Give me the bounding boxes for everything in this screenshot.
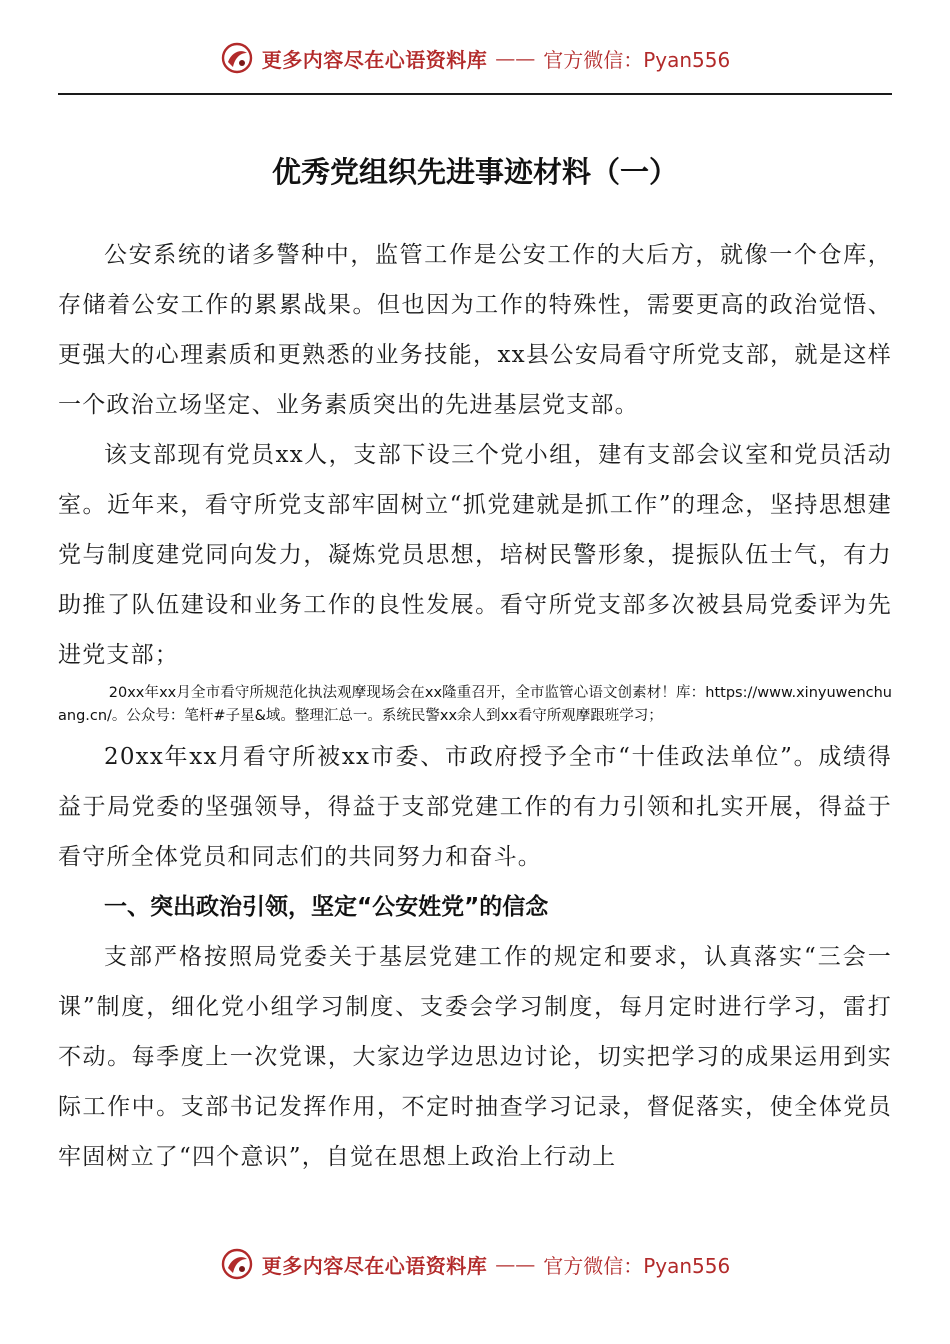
header-banner-text: 更多内容尽在心语资料库 [261,47,488,72]
footer-logo-icon [220,1247,254,1281]
footer-banner-wechat: 官方微信：Pyan556 [543,1253,731,1278]
document-body [58,230,892,1182]
small-note: 20xx年xx月全市看守所规范化执法观摩现场会在xx隆重召开，全市监管心语文创素材！库：https://www.xinyuwenchuang.cn/。公众号：笔杆#子星&域。整理汇总一。系统民警xx余人到xx看守所观摩跟班学习； [58,685,892,724]
header-divider [58,93,892,95]
paragraph-2: 该支部现有党员xx人，支部下设三个党小组，建有支部会议室和党员活动室。近年来，看守所党支部牢固树立“抓党建就是抓工作”的理念，坚持思想建党与制度建党同向发力，凝炼党员思想，培树民警形象，提振队伍士气，有力助推了队伍建设和业务工作的良性发展。看守所党支部多次被县局党委评为先进党支部； [58,442,892,668]
section-heading-1: 一、突出政治引领，坚定“公安姓党”的信念 [104,894,549,920]
header-banner-separator: —— [495,46,536,70]
footer-banner [0,1244,950,1284]
paragraph-4: 支部严格按照局党委关于基层党建工作的规定和要求，认真落实“三会一课”制度，细化党小组学习制度、支委会学习制度，每月定时进行学习，雷打不动。每季度上一次党课，大家边学边思边讨论，切实把学习的成果运用到实际工作中。支部书记发挥作用，不定时抽查学习记录，督促落实，使全体党员牢固树立了“四个意识”，自觉在思想上政治上行动上 [58,944,892,1170]
document-title: 优秀党组织先进事迹材料（一） [271,155,678,189]
header-banner-wechat: 官方微信：Pyan556 [543,47,731,72]
paragraph-3: 20xx年xx月看守所被xx市委、市政府授予全市“十佳政法单位”。成绩得益于局党委的坚强领导，得益于支部党建工作的有力引领和扎实开展，得益于看守所全体党员和同志们的共同努力和奋斗。 [58,744,892,870]
paragraph-1: 公安系统的诸多警种中，监管工作是公安工作的大后方，就像一个仓库，存储着公安工作的累累战果。但也因为工作的特殊性，需要更高的政治觉悟、更强大的心理素质和更熟悉的业务技能，xx县公安局看守所党支部，就是这样一个政治立场坚定、业务素质突出的先进基层党支部。 [58,242,892,418]
footer-banner-separator: —— [495,1252,536,1276]
brand-logo-icon [220,41,254,75]
header-banner [0,38,950,78]
footer-banner-text: 更多内容尽在心语资料库 [261,1253,488,1278]
